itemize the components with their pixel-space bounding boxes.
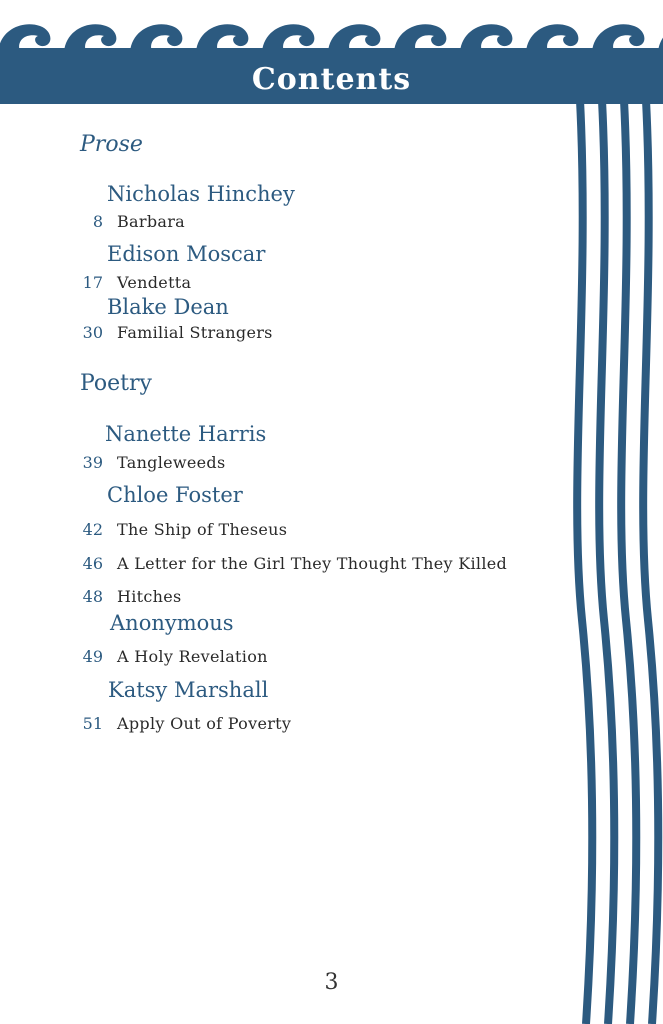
entry-page-number: 48 bbox=[82, 587, 103, 606]
entry-title: A Letter for the Girl They Thought They Killed bbox=[117, 554, 508, 573]
entry-title: Familial Strangers bbox=[117, 323, 273, 342]
wave-crest bbox=[526, 24, 578, 52]
entry-title: Vendetta bbox=[117, 273, 192, 292]
entry-page-number: 42 bbox=[82, 520, 103, 539]
author-name: Chloe Foster bbox=[107, 483, 243, 507]
entry-page-number: 17 bbox=[82, 273, 103, 292]
entry-title: The Ship of Theseus bbox=[117, 520, 288, 539]
wave-crest bbox=[460, 24, 512, 52]
entry-page-number: 46 bbox=[82, 554, 103, 573]
wave-crest bbox=[262, 24, 314, 52]
entry-page-number: 30 bbox=[82, 323, 103, 342]
author-name: Nicholas Hinchey bbox=[107, 182, 295, 206]
author-name: Anonymous bbox=[110, 611, 234, 635]
wave-crest bbox=[130, 24, 182, 52]
entry-page-number: 39 bbox=[82, 453, 103, 472]
wave-crest bbox=[658, 24, 663, 52]
author-name: Nanette Harris bbox=[105, 422, 267, 446]
wavy-stripe bbox=[643, 100, 658, 1024]
wave-crest bbox=[0, 24, 50, 52]
author-name: Katsy Marshall bbox=[108, 678, 269, 702]
section-heading-poetry: Poetry bbox=[80, 371, 152, 396]
page-title: Contents bbox=[251, 62, 412, 97]
entry-title: Hitches bbox=[117, 587, 182, 606]
wave-crest bbox=[592, 24, 644, 52]
entry-page-number: 8 bbox=[92, 212, 103, 231]
wave-crest bbox=[328, 24, 380, 52]
wavy-stripe bbox=[577, 100, 592, 1024]
section-heading-prose: Prose bbox=[80, 132, 143, 157]
entry-page-number: 51 bbox=[82, 714, 103, 733]
wavy-stripe bbox=[599, 100, 614, 1024]
entry-title: A Holy Revelation bbox=[117, 647, 268, 666]
entry-title: Apply Out of Poverty bbox=[117, 714, 292, 733]
wave-crest bbox=[394, 24, 446, 52]
wave-crest bbox=[196, 24, 248, 52]
page-number: 3 bbox=[324, 970, 339, 995]
wavy-stripes-decoration bbox=[568, 100, 663, 1024]
entry-title: Barbara bbox=[117, 212, 186, 231]
author-name: Blake Dean bbox=[107, 295, 229, 319]
wavy-stripe bbox=[621, 100, 636, 1024]
contents-header bbox=[0, 0, 663, 104]
wave-crest bbox=[64, 24, 116, 52]
author-name: Edison Moscar bbox=[107, 242, 266, 266]
entry-title: Tangleweeds bbox=[117, 453, 226, 472]
entry-page-number: 49 bbox=[82, 647, 103, 666]
